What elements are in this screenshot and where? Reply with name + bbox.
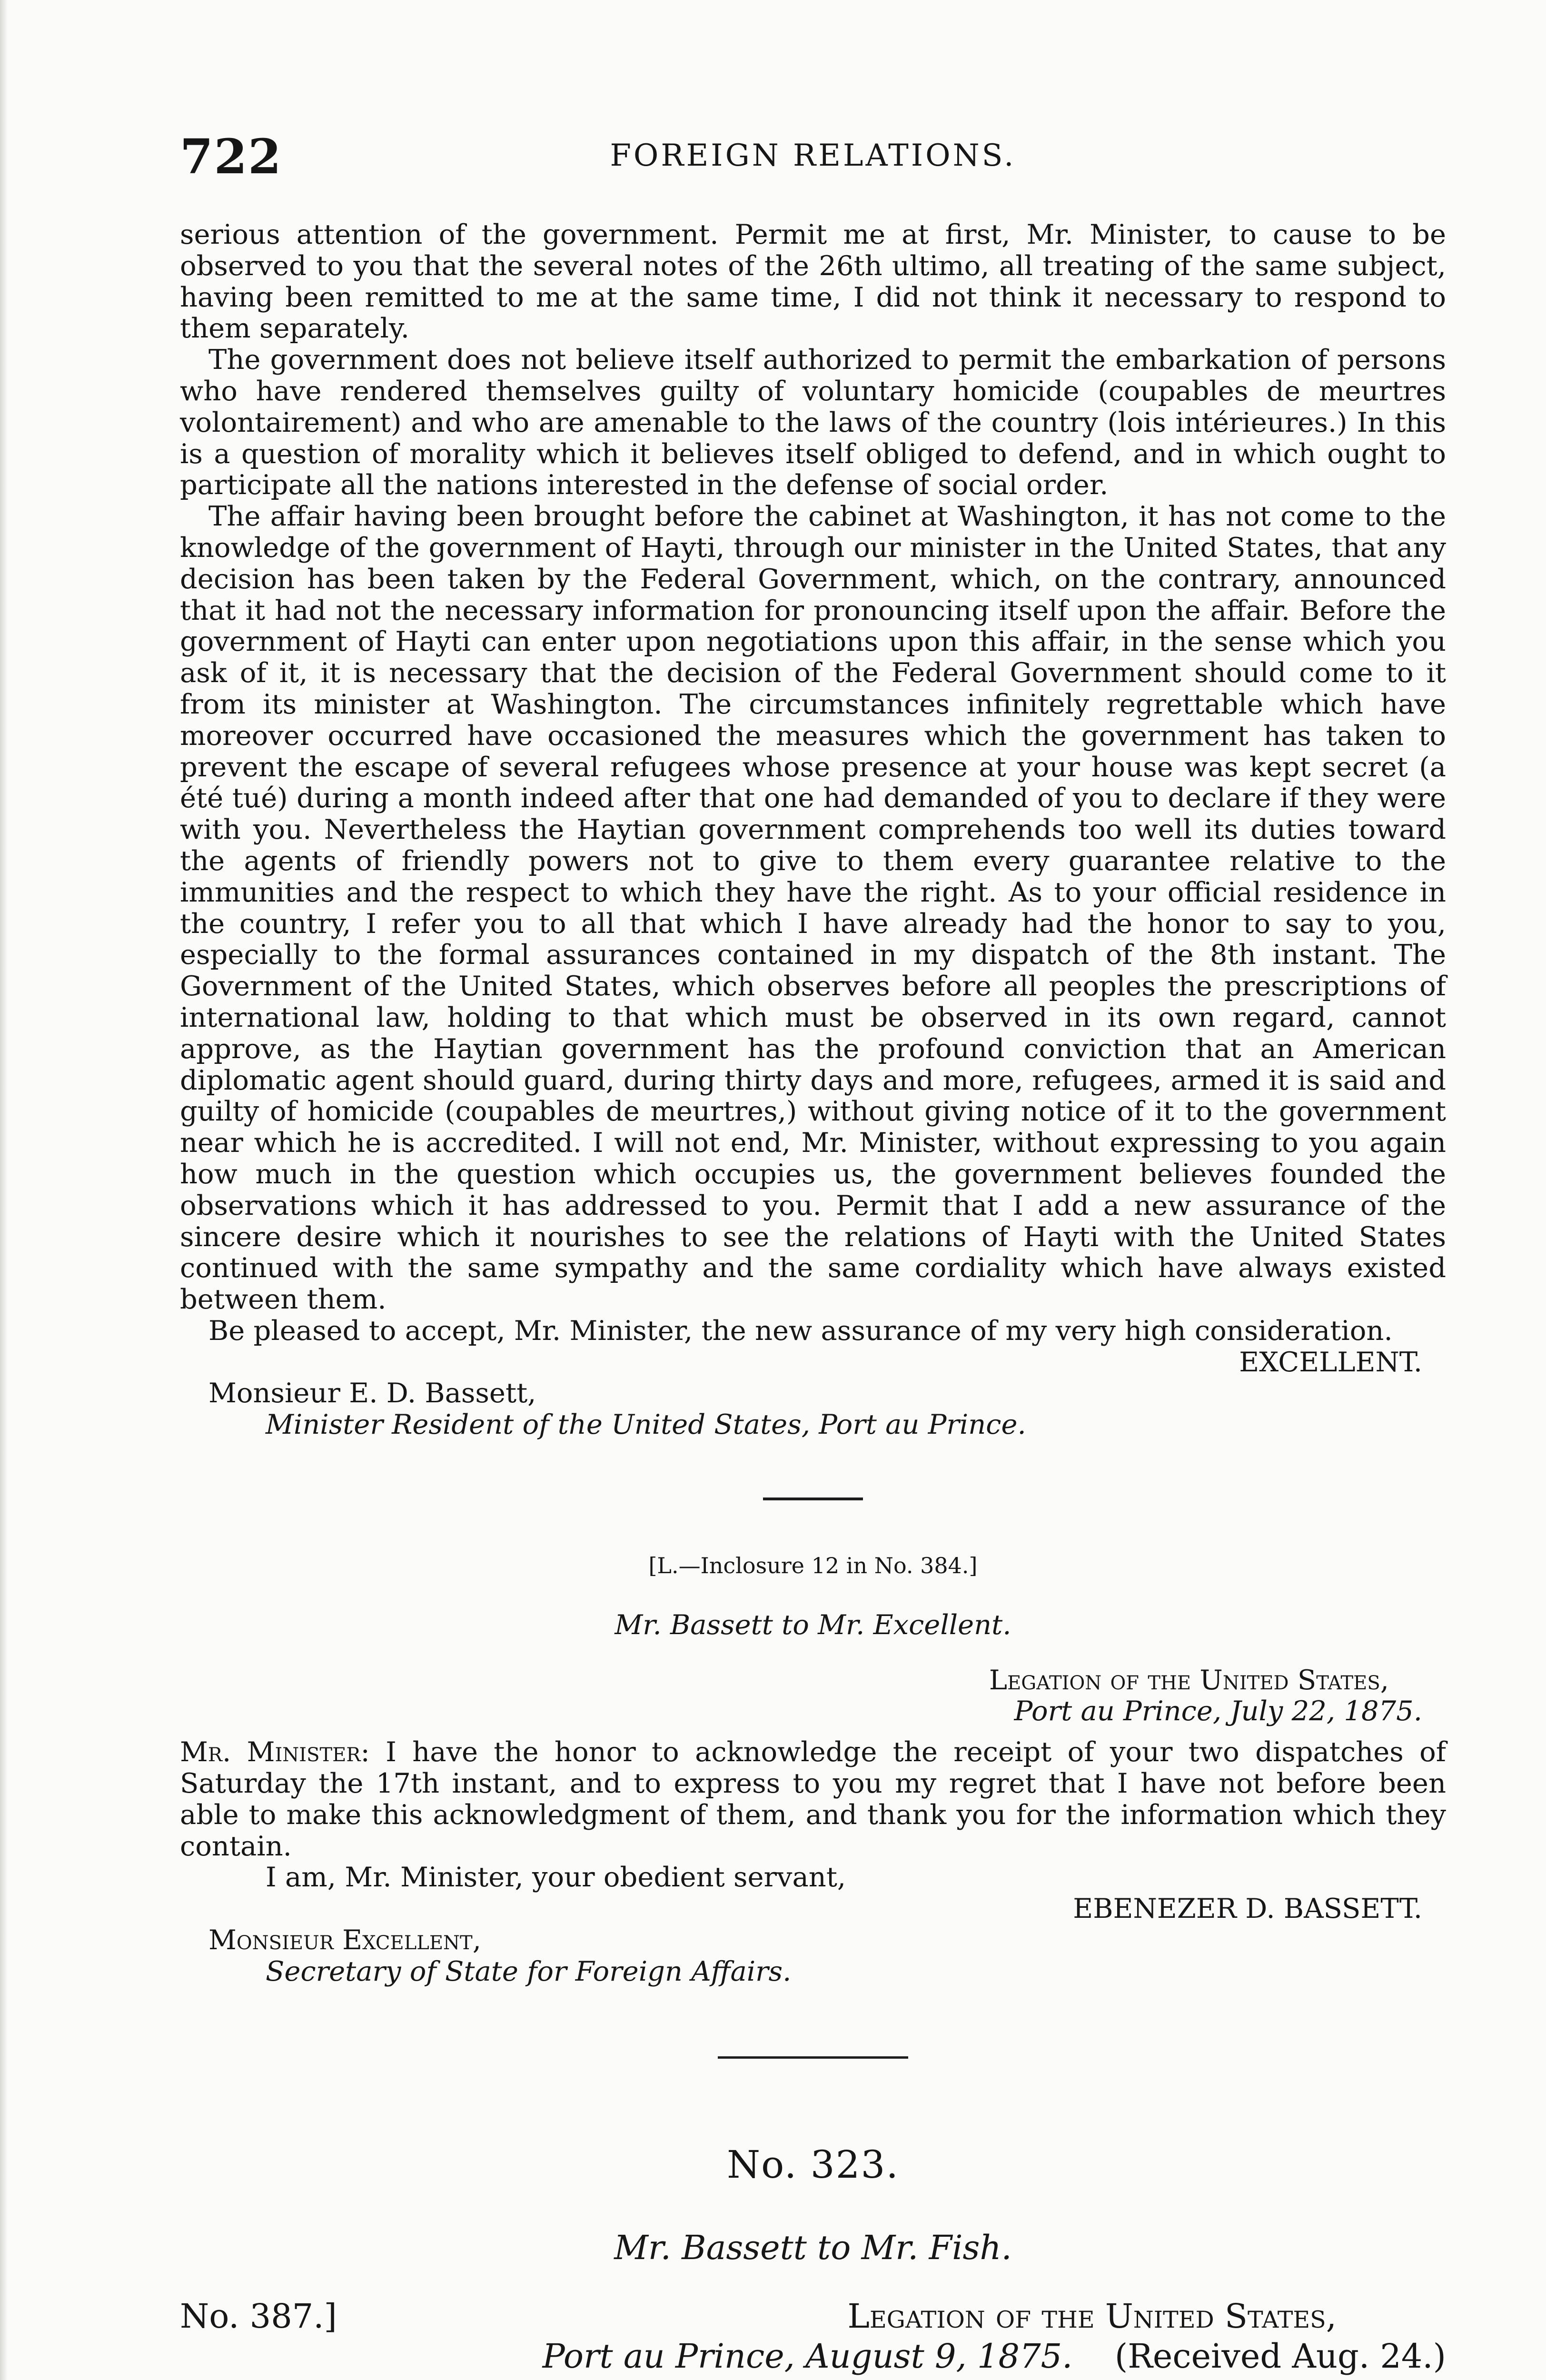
closing-line: I am, Mr. Minister, your obedient servant, xyxy=(266,1861,846,1894)
body-text: I have the honor to acknowledge the receipt of your two dispatches of Saturday the 17th instant, and to express to you my regret that I have not before been able to make this acknowledgment of them, and thank you for the information which they contain. xyxy=(180,1736,1447,1862)
dispatch-row xyxy=(180,2296,1446,2336)
place-date-line xyxy=(180,2336,1446,2376)
closing-line: Be pleased to accept, Mr. Minister, the new assurance of my very high consideration. xyxy=(208,1314,1393,1347)
page-body xyxy=(180,219,1446,2380)
addressee-name: Monsieur Excellent, xyxy=(208,1924,482,1956)
place-date: Port au Prince, August 9, 1875. xyxy=(542,2337,1073,2376)
dispatch-number: No. 387.] xyxy=(180,2297,337,2336)
section-divider xyxy=(763,1497,863,1500)
letter-heading: Mr. Bassett to Mr. Excellent. xyxy=(614,1608,1011,1641)
signature: EXCELLENT. xyxy=(1239,1346,1422,1378)
page-header xyxy=(180,129,1446,185)
inclosure-label: [L.—Inclosure 12 in No. 384.] xyxy=(648,1553,978,1579)
document-number: No. 323. xyxy=(727,2142,899,2187)
page-number: 722 xyxy=(180,129,282,185)
letter-heading: Mr. Bassett to Mr. Fish. xyxy=(614,2228,1012,2268)
salutation: Mr. Minister: xyxy=(180,1736,370,1768)
place-date: Port au Prince, July 22, 1875. xyxy=(1014,1695,1422,1727)
addressee-name: Monsieur E. D. Bassett, xyxy=(208,1377,536,1409)
paragraph: serious attention of the government. Permit me at first, Mr. Minister, to cause to be observed to you that the several notes of the 26th ultimo, all treating of the same subject, having been remitted to me at the same time, I did not think it necessary to respond to them separately. xyxy=(180,218,1446,345)
addressee-title: Minister Resident of the United States, Port au Prince. xyxy=(266,1408,1026,1441)
legation-line: Legation of the United States, xyxy=(989,1664,1389,1696)
page-edge-shadow xyxy=(0,0,8,2380)
legation-line: Legation of the United States, xyxy=(847,2297,1337,2336)
running-title: FOREIGN RELATIONS. xyxy=(610,138,1016,173)
paragraph: The affair having been brought before the cabinet at Washington, it has not come to the knowledge of the government of Hayti, through our minister in the United States, that any decision has been taken by the Federal Government, which, on the contrary, announced that it had not the necessary information for pronouncing itself upon the affair. Before the government of Hayti can enter upon negotiations upon this affair, in the sense which you ask of it, it is necessary that the decision of the Federal Government should come to it from its minister at Washington. The circumstances infinitely regrettable which have moreover occurred have occasioned the measures which the government has taken to prevent the escape of several refugees whose presence at your house was kept secret (a été tué) during a month indeed after that one had demanded of you to declare if they were with you. Nevertheless the Haytian government comprehends too well its duties toward the agents of friendly powers not to give to them every guarantee relative to the immunities and the respect to which they have the right. As to your official residence in the country, I refer you to all that which I have already had the honor to say to you, especially to the formal assurances contained in my dispatch of the 8th instant. The Government of the United States, which observes before all peoples the prescriptions of international law, holding to that which must be observed in its own regard, cannot approve, as the Haytian government has the profound conviction that an American diplomatic agent should guard, during thirty days and more, refugees, armed it is said and guilty of homicide (coupables de meurtres,) without giving notice of it to the government near which he is accredited. I will not end, Mr. Minister, without expressing to you again how much in the question which occupies us, the government believes founded the observations which it has addressed to you. Permit that I add a new assurance of the sincere desire which it nourishes to see the relations of Hayti with the United States continued with the same sympathy and the same cordiality which have always existed between them. xyxy=(180,500,1446,1316)
section-divider xyxy=(718,2056,908,2059)
paragraph: The government does not believe itself authorized to permit the embarkation of persons who have rendered themselves guilty of voluntary homicide (coupables de meurtres volontairement) and who are amenable to the laws of the country (lois intérieures.) In this is a question of morality which it believes itself obliged to defend, and in which ought to participate all the nations interested in the defense of social order. xyxy=(180,344,1446,501)
letter-body xyxy=(180,1736,1446,1862)
received-date: (Received Aug. 24.) xyxy=(1114,2337,1446,2376)
addressee-title: Secretary of State for Foreign Affairs. xyxy=(266,1955,792,1987)
signature: EBENEZER D. BASSETT. xyxy=(1073,1893,1422,1925)
